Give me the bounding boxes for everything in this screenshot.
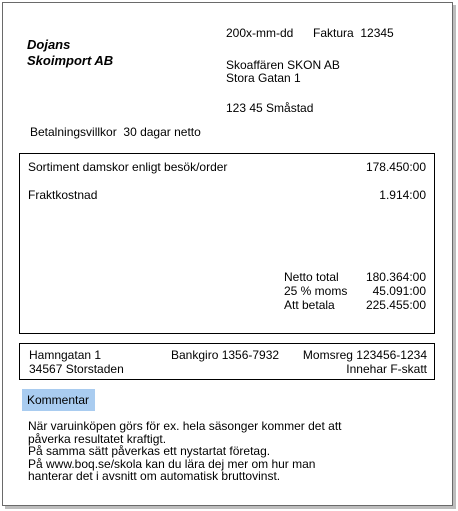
comment-text: [28, 420, 428, 483]
invoice-items-box: [19, 153, 435, 334]
comment-button[interactable]: Kommentar: [22, 389, 95, 411]
total-value: 225.455:00: [365, 298, 426, 312]
comment-line: När varuinköpen görs för ex. hela säsonger kommer det att: [28, 419, 342, 433]
line-item: [28, 188, 426, 202]
invoice-number-value: 12345: [360, 26, 394, 40]
comment-line: hanterar det i avsnitt om automatisk bruttovinst.: [28, 469, 281, 483]
payment-terms: [30, 125, 201, 139]
total-label: Att betala: [284, 298, 335, 312]
company-name-line2: Skoimport AB: [27, 53, 114, 68]
recipient-postal: 123 45 Småstad: [226, 101, 314, 115]
recipient-name: Skoaffären SKON AB: [226, 58, 340, 72]
item-amount: 1.914:00: [379, 188, 426, 202]
invoice-label: Faktura: [313, 26, 354, 40]
line-item: [28, 160, 426, 174]
company-name-line1: Dojans: [27, 37, 71, 52]
invoice-date: 200x-mm-dd: [226, 26, 294, 40]
comment-line: På samma sätt påverkas ett nystartat företag.: [28, 444, 271, 458]
item-description: Sortiment damskor enligt besök/order: [28, 160, 228, 174]
total-value: 180.364:00: [365, 270, 426, 284]
totals-block: [284, 270, 426, 312]
total-to-pay: [284, 298, 426, 312]
total-label: 25 % moms: [284, 284, 348, 298]
company-name: [27, 37, 113, 69]
total-vat: [284, 284, 426, 298]
footer-street: Hamngatan 1: [29, 348, 102, 362]
comment-line: På www.boq.se/skola kan du lära dej mer om hur man: [28, 456, 316, 471]
total-value: 45.091:00: [372, 284, 426, 298]
recipient-address: [226, 59, 340, 85]
total-net: [284, 270, 426, 284]
footer-bankgiro: Bankgiro 1356-7932: [171, 348, 280, 362]
recipient-street: Stora Gatan 1: [226, 71, 301, 85]
payment-terms-label: Betalningsvillkor: [30, 125, 117, 139]
footer-box: [19, 343, 435, 380]
item-amount: 178.450:00: [365, 160, 426, 174]
invoice-number: [313, 26, 394, 40]
footer-momsreg: Momsreg 123456-1234: [302, 348, 427, 362]
item-description: Fraktkostnad: [28, 188, 98, 202]
total-label: Netto total: [284, 270, 339, 284]
footer-city: 34567 Storstaden: [29, 362, 124, 376]
comment-line: påverka resultatet kraftigt.: [28, 431, 167, 446]
payment-terms-value: 30 dagar netto: [123, 125, 201, 139]
footer-fskatt: Innehar F-skatt: [346, 362, 427, 376]
